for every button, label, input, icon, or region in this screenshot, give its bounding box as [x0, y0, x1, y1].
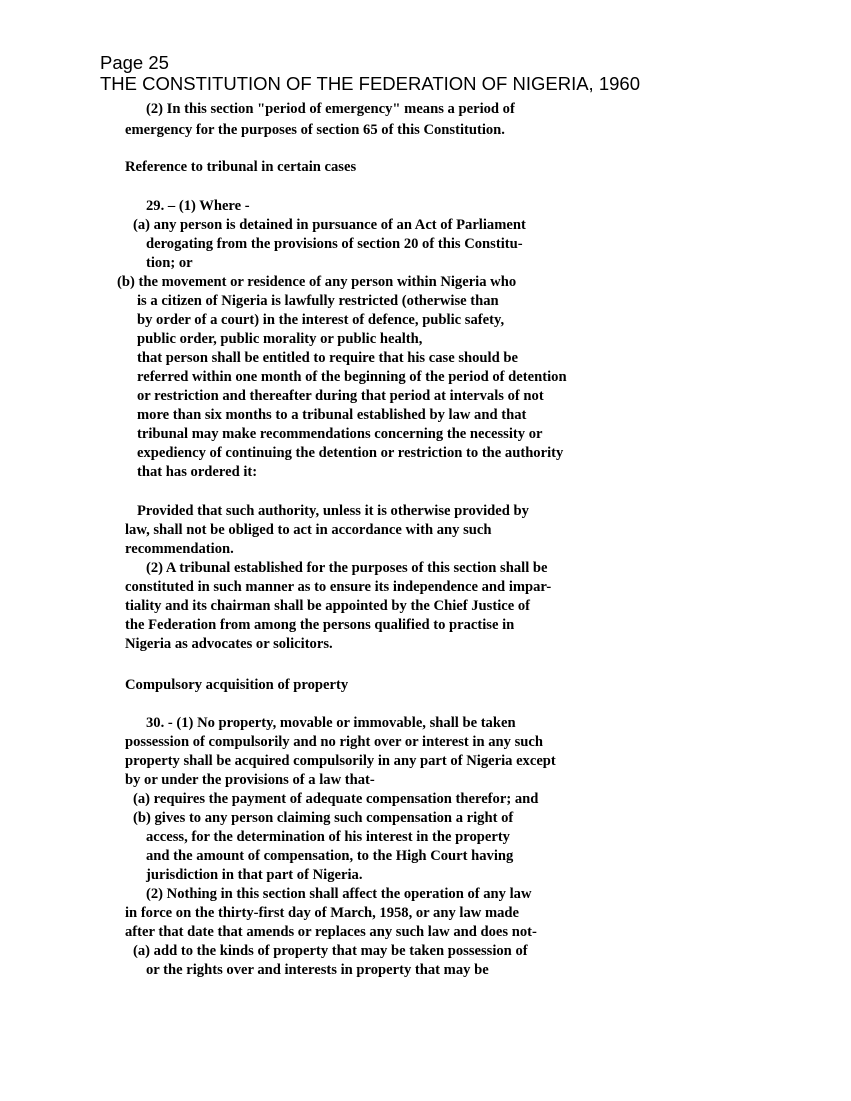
text-line: and the amount of compensation, to the High Court having — [146, 848, 514, 864]
text-line: tiality and its chairman shall be appointed by the Chief Justice of — [125, 598, 531, 614]
text-line: tion; or — [146, 255, 193, 271]
text-line: (a) requires the payment of adequate compensation therefor; and — [133, 791, 539, 807]
page-header — [100, 52, 640, 94]
text-line: is a citizen of Nigeria is lawfully restricted (otherwise than — [137, 293, 499, 309]
text-line: referred within one month of the beginning of the period of detention — [137, 369, 567, 385]
page-number: Page 25 — [100, 52, 169, 73]
text-line: public order, public morality or public health, — [137, 331, 423, 347]
text-line: (b) gives to any person claiming such compensation a right of — [133, 810, 514, 826]
text-line: Provided that such authority, unless it is otherwise provided by — [137, 503, 529, 519]
text-line: 29. – (1) Where - — [146, 198, 250, 214]
text-line: expediency of continuing the detention or restriction to the authority — [137, 445, 564, 461]
text-line: constituted in such manner as to ensure its independence and impar- — [125, 579, 552, 595]
text-line: Nigeria as advocates or solicitors. — [125, 636, 333, 652]
text-line: jurisdiction in that part of Nigeria. — [146, 867, 363, 883]
text-line: (a) any person is detained in pursuance of an Act of Parliament — [133, 217, 526, 233]
text-line: or the rights over and interests in property that may be — [146, 962, 489, 978]
text-line: after that date that amends or replaces any such law and does not- — [125, 924, 537, 940]
text-line: (2) In this section "period of emergency" means a period of — [146, 101, 515, 117]
text-line: emergency for the purposes of section 65 of this Constitution. — [125, 122, 505, 138]
text-line: tribunal may make recommendations concerning the necessity or — [137, 426, 543, 442]
text-line: (b) the movement or residence of any person within Nigeria who — [117, 274, 517, 290]
text-line: derogating from the provisions of section 20 of this Constitu- — [146, 236, 523, 252]
text-line: possession of compulsorily and no right over or interest in any such — [125, 734, 543, 750]
text-line: (2) Nothing in this section shall affect the operation of any law — [146, 886, 532, 902]
text-line: 30. - (1) No property, movable or immovable, shall be taken — [146, 715, 516, 731]
text-line: access, for the determination of his interest in the property — [146, 829, 510, 845]
text-line: or restriction and thereafter during that period at intervals of not — [137, 388, 544, 404]
text-line: (2) A tribunal established for the purposes of this section shall be — [146, 560, 548, 576]
text-line: by or under the provisions of a law that- — [125, 772, 375, 788]
text-line: more than six months to a tribunal established by law and that — [137, 407, 527, 423]
text-line: property shall be acquired compulsorily in any part of Nigeria except — [125, 753, 556, 769]
text-line: law, shall not be obliged to act in accordance with any such — [125, 522, 492, 538]
section-heading: Compulsory acquisition of property — [125, 677, 349, 693]
text-line: the Federation from among the persons qualified to practise in — [125, 617, 515, 633]
text-line: in force on the thirty-first day of March, 1958, or any law made — [125, 905, 519, 921]
text-line: recommendation. — [125, 541, 234, 557]
text-line: that has ordered it: — [137, 464, 258, 480]
text-line: that person shall be entitled to require that his case should be — [137, 350, 518, 366]
section-heading: Reference to tribunal in certain cases — [125, 159, 357, 175]
text-line: (a) add to the kinds of property that may be taken possession of — [133, 943, 528, 959]
document-title: THE CONSTITUTION OF THE FEDERATION OF NIGERIA, 1960 — [100, 73, 640, 94]
text-line: by order of a court) in the interest of defence, public safety, — [137, 312, 505, 328]
